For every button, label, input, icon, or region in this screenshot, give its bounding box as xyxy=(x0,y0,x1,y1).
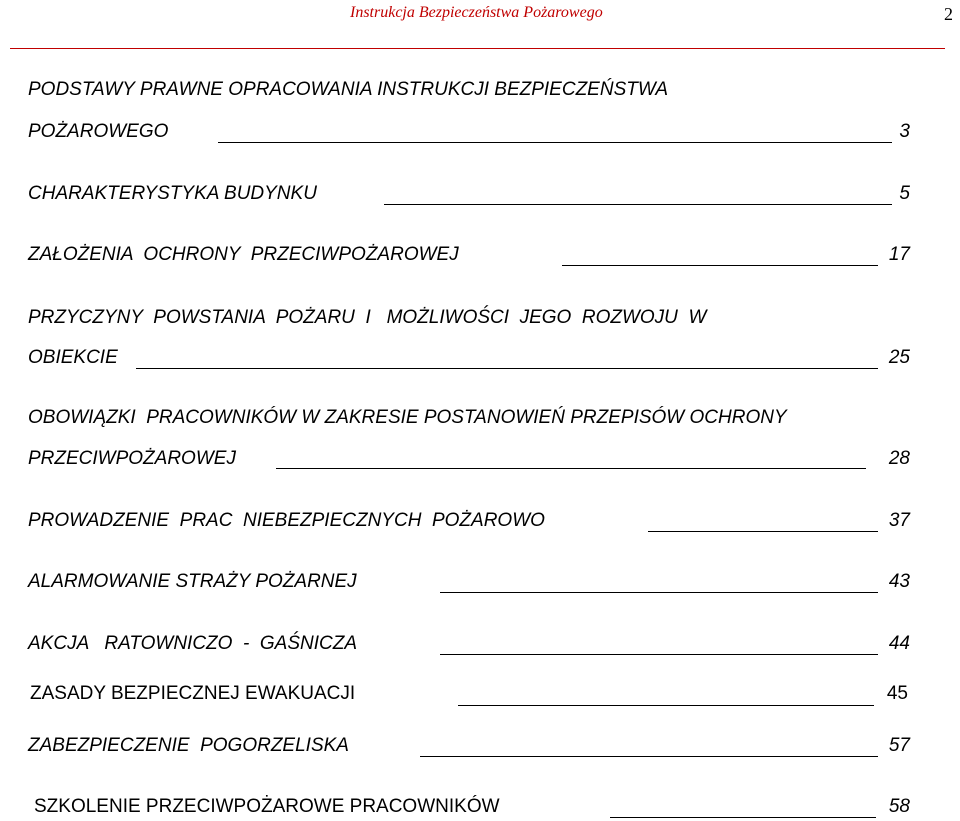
toc-page-number: 25 xyxy=(888,347,910,368)
toc-entry-title: ZAŁOŻENIA OCHRONY PRZECIWPOŻAROWEJ xyxy=(28,244,459,265)
toc-leader-line xyxy=(648,531,878,532)
toc-entry-title: PODSTAWY PRAWNE OPRACOWANIA INSTRUKCJI BEZPIECZEŃSTWA xyxy=(28,79,669,100)
toc-page-number: 3 xyxy=(899,121,910,142)
toc-page-number: 58 xyxy=(888,796,910,817)
toc-page-number: 44 xyxy=(888,633,910,654)
header-title: Instrukcja Bezpieczeństwa Pożarowego xyxy=(350,4,603,21)
toc-entry-title: ZASADY BEZPIECZNEJ EWAKUACJI xyxy=(30,683,356,704)
toc-page-number: 28 xyxy=(888,448,910,469)
toc-page-number: 17 xyxy=(888,244,910,265)
toc-entry-title: ALARMOWANIE STRAŻY POŻARNEJ xyxy=(28,571,357,592)
toc-entry-title: PRZECIWPOŻAROWEJ xyxy=(28,448,236,469)
toc-leader-line xyxy=(440,654,878,655)
toc-page-number: 57 xyxy=(888,735,910,756)
toc-entry-title: PROWADZENIE PRAC NIEBEZPIECZNYCH POŻAROWO xyxy=(28,510,545,531)
toc-entry-title: PRZYCZYNY POWSTANIA POŻARU I MOŻLIWOŚCI JEGO ROZWOJU W xyxy=(28,307,707,328)
toc-leader-line xyxy=(384,204,892,205)
toc-leader-line xyxy=(458,705,874,706)
toc-entry-title: POŻAROWEGO xyxy=(28,121,169,142)
toc-page-number: 37 xyxy=(888,510,910,531)
toc-entry-title: AKCJA RATOWNICZO - GAŚNICZA xyxy=(28,633,358,654)
toc-entry-title: ZABEZPIECZENIE POGORZELISKA xyxy=(28,735,349,756)
toc-page-number: 43 xyxy=(888,571,910,592)
toc-leader-line xyxy=(440,592,878,593)
toc-page-number: 5 xyxy=(899,183,910,204)
header-divider xyxy=(10,48,945,49)
toc-leader-line xyxy=(420,756,878,757)
toc-entry-title: CHARAKTERYSTYKA BUDYNKU xyxy=(28,183,317,204)
toc-leader-line xyxy=(562,265,878,266)
header-page-number: 2 xyxy=(944,4,953,24)
toc-leader-line xyxy=(218,142,892,143)
toc-entry-title: OBIEKCIE xyxy=(28,347,118,368)
toc-leader-line xyxy=(610,817,876,818)
toc-entry-title: SZKOLENIE PRZECIWPOŻAROWE PRACOWNIKÓW xyxy=(34,796,500,817)
toc-leader-line xyxy=(276,468,866,469)
toc-page-number: 45 xyxy=(886,683,908,704)
toc-entry-title: OBOWIĄZKI PRACOWNIKÓW W ZAKRESIE POSTANOWIEŃ PRZEPISÓW OCHRONY xyxy=(28,407,787,428)
toc-leader-line xyxy=(136,368,878,369)
